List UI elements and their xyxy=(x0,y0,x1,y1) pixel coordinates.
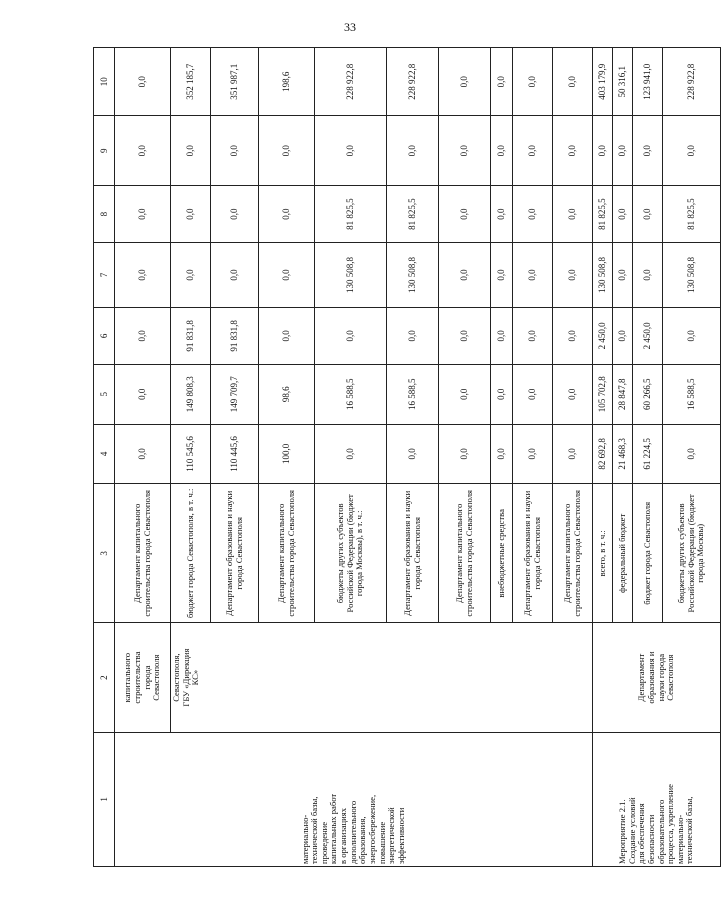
value-cell: 0,0 xyxy=(613,116,633,186)
page-number: 33 xyxy=(344,20,356,34)
value-cell: 149 709,7 xyxy=(211,364,259,424)
value-cell: 0,0 xyxy=(387,307,439,364)
value-cell: 0,0 xyxy=(553,116,593,186)
activity-description-cell-line: повышение xyxy=(376,821,387,864)
value-cell: 0,0 xyxy=(513,116,553,186)
activity-description-cell-line: образовательного xyxy=(655,799,666,864)
funding-source-cell: бюджеты других субъектов Российской Федерации (бюджет города Москвы) xyxy=(663,484,721,623)
value-cell: 0,0 xyxy=(211,116,259,186)
value-cell: 0,0 xyxy=(663,307,721,364)
value-cell: 0,0 xyxy=(171,243,211,308)
activity-description-cell-line: безопасности xyxy=(645,814,656,864)
column-header: 2 xyxy=(94,623,115,732)
executor-cell-line: Севастополя xyxy=(665,654,676,701)
executor-cell xyxy=(593,623,721,732)
rotated-table-container xyxy=(93,47,706,867)
funding-source-cell: Департамент образования и науки города Севастополя xyxy=(387,484,439,623)
table-row xyxy=(593,48,613,867)
value-cell: 82 692,8 xyxy=(593,424,613,484)
funding-source-cell: бюджеты других субъектов Российской Федерации (бюджет города Москвы), в т. ч.: xyxy=(315,484,387,623)
funding-source-cell: Департамент капитального строительства города Севастополя xyxy=(439,484,491,623)
column-header: 7 xyxy=(94,243,115,308)
value-cell: 0,0 xyxy=(491,48,513,116)
value-cell: 0,0 xyxy=(513,307,553,364)
value-cell: 105 702,8 xyxy=(593,364,613,424)
value-cell: 110 545,6 xyxy=(171,424,211,484)
value-cell: 0,0 xyxy=(491,243,513,308)
value-cell: 61 224,5 xyxy=(633,424,663,484)
executor-cell xyxy=(171,623,593,732)
value-cell: 228 922,8 xyxy=(663,48,721,116)
value-cell: 198,6 xyxy=(259,48,315,116)
value-cell: 0,0 xyxy=(439,186,491,243)
column-header: 4 xyxy=(94,424,115,484)
funding-source-cell: Департамент образования и науки города Севастополя xyxy=(211,484,259,623)
column-header: 10 xyxy=(94,48,115,116)
funding-source-cell: Департамент капитального строительства города Севастополя xyxy=(553,484,593,623)
budget-table xyxy=(93,47,721,867)
value-cell: 0,0 xyxy=(315,424,387,484)
value-cell: 110 445,6 xyxy=(211,424,259,484)
value-cell: 0,0 xyxy=(115,364,171,424)
value-cell: 0,0 xyxy=(259,243,315,308)
value-cell: 0,0 xyxy=(259,116,315,186)
activity-description-cell-line: эффективности xyxy=(395,807,406,864)
value-cell: 130 508,8 xyxy=(663,243,721,308)
value-cell: 0,0 xyxy=(491,186,513,243)
funding-source-cell: бюджет города Севастополя xyxy=(633,484,663,623)
value-cell: 0,0 xyxy=(553,307,593,364)
value-cell: 0,0 xyxy=(491,364,513,424)
value-cell: 0,0 xyxy=(439,307,491,364)
value-cell: 0,0 xyxy=(259,186,315,243)
funding-source-cell: федеральный бюджет xyxy=(613,484,633,623)
value-cell: 0,0 xyxy=(115,48,171,116)
value-cell: 100,0 xyxy=(259,424,315,484)
value-cell: 0,0 xyxy=(115,307,171,364)
executor-cell xyxy=(115,623,171,732)
value-cell: 0,0 xyxy=(211,186,259,243)
value-cell: 0,0 xyxy=(553,48,593,116)
activity-description-cell-line: для обеспечения xyxy=(636,803,647,864)
value-cell: 81 825,5 xyxy=(387,186,439,243)
executor-cell-line: Севастополя xyxy=(151,654,162,701)
value-cell: 0,0 xyxy=(613,243,633,308)
value-cell: 123 941,0 xyxy=(633,48,663,116)
group1-body xyxy=(115,48,593,867)
value-cell: 0,0 xyxy=(115,116,171,186)
value-cell: 0,0 xyxy=(439,364,491,424)
value-cell: 0,0 xyxy=(593,116,613,186)
activity-description-cell-line: проведение xyxy=(318,821,329,864)
activity-description-cell-line: материально- xyxy=(299,814,310,864)
value-cell: 91 831,8 xyxy=(171,307,211,364)
activity-description-cell-line: Создание условий xyxy=(626,797,637,864)
executor-cell-line: науки города xyxy=(655,653,666,702)
value-cell: 0,0 xyxy=(633,243,663,308)
value-cell: 0,0 xyxy=(439,116,491,186)
executor-cell-line: ГБУ «Дирекция xyxy=(180,648,191,707)
value-cell: 0,0 xyxy=(553,186,593,243)
value-cell: 81 825,5 xyxy=(593,186,613,243)
budget-table-frame xyxy=(93,47,706,867)
value-cell: 0,0 xyxy=(613,186,633,243)
executor-cell-line: города xyxy=(141,665,152,690)
value-cell: 0,0 xyxy=(315,307,387,364)
value-cell: 2 450,0 xyxy=(633,307,663,364)
value-cell: 81 825,5 xyxy=(315,186,387,243)
activity-description-cell-line: энергетической xyxy=(386,807,397,864)
activity-description-cell-line: дополнительного xyxy=(347,800,358,864)
funding-source-cell: Департамент образования и науки города Севастополя xyxy=(513,484,553,623)
executor-cell-line: образования и xyxy=(645,651,656,704)
value-cell: 0,0 xyxy=(513,186,553,243)
value-cell: 0,0 xyxy=(553,424,593,484)
value-cell: 28 847,8 xyxy=(613,364,633,424)
value-cell: 21 468,3 xyxy=(613,424,633,484)
funding-source-cell: Департамент капитального строительства города Севастополя xyxy=(115,484,171,623)
value-cell: 0,0 xyxy=(513,48,553,116)
column-header: 9 xyxy=(94,116,115,186)
value-cell: 0,0 xyxy=(513,243,553,308)
executor-cell-line: Севастополя, xyxy=(171,653,181,702)
activity-description-cell-line: материально- xyxy=(674,814,685,864)
activity-description-cell-line: в организациях xyxy=(338,808,349,864)
value-cell: 0,0 xyxy=(259,307,315,364)
value-cell: 0,0 xyxy=(439,243,491,308)
activity-description-cell xyxy=(115,732,593,866)
funding-source-cell: Департамент капитального строительства города Севастополя xyxy=(259,484,315,623)
funding-source-cell: всего, в т. ч.: xyxy=(593,484,613,623)
value-cell: 0,0 xyxy=(633,186,663,243)
value-cell: 0,0 xyxy=(613,307,633,364)
funding-source-cell: внебюджетные средства xyxy=(491,484,513,623)
value-cell: 0,0 xyxy=(491,116,513,186)
activity-description-cell xyxy=(593,732,721,866)
value-cell: 0,0 xyxy=(439,48,491,116)
value-cell: 403 179,9 xyxy=(593,48,613,116)
value-cell: 50 316,1 xyxy=(613,48,633,116)
value-cell: 0,0 xyxy=(553,364,593,424)
executor-cell-line: капитального xyxy=(122,652,133,703)
activity-description-cell-line: образования, xyxy=(357,816,368,864)
value-cell: 0,0 xyxy=(439,424,491,484)
activity-description-cell-line: капитальных работ xyxy=(328,793,339,864)
value-cell: 98,6 xyxy=(259,364,315,424)
value-cell: 228 922,8 xyxy=(315,48,387,116)
value-cell: 16 588,5 xyxy=(315,364,387,424)
value-cell: 130 508,8 xyxy=(593,243,613,308)
value-cell: 16 588,5 xyxy=(663,364,721,424)
activity-description-cell-line: Мероприятие 2.1. xyxy=(617,799,627,864)
executor-cell-line: строительства xyxy=(131,651,142,704)
value-cell: 130 508,8 xyxy=(387,243,439,308)
column-header: 3 xyxy=(94,484,115,623)
value-cell: 352 185,7 xyxy=(171,48,211,116)
activity-description-cell-line: энергосбережение, xyxy=(366,794,377,864)
value-cell: 228 922,8 xyxy=(387,48,439,116)
executor-cell-line: КС» xyxy=(190,669,201,686)
funding-source-cell: бюджет города Севастополя, в т. ч.: xyxy=(171,484,211,623)
column-header: 6 xyxy=(94,307,115,364)
column-header: 8 xyxy=(94,186,115,243)
header-row xyxy=(94,48,115,867)
value-cell: 81 825,5 xyxy=(663,186,721,243)
value-cell: 0,0 xyxy=(491,307,513,364)
value-cell: 0,0 xyxy=(315,116,387,186)
activity-description-cell-line: технической базы, xyxy=(309,796,320,864)
value-cell: 0,0 xyxy=(633,116,663,186)
value-cell: 0,0 xyxy=(211,243,259,308)
value-cell: 130 508,8 xyxy=(315,243,387,308)
value-cell: 91 831,8 xyxy=(211,307,259,364)
value-cell: 0,0 xyxy=(115,186,171,243)
group2-body xyxy=(593,48,721,867)
value-cell: 0,0 xyxy=(663,424,721,484)
value-cell: 0,0 xyxy=(663,116,721,186)
value-cell: 0,0 xyxy=(115,424,171,484)
executor-cell-line: Департамент xyxy=(636,653,647,702)
value-cell: 0,0 xyxy=(387,116,439,186)
value-cell: 60 266,5 xyxy=(633,364,663,424)
column-header: 1 xyxy=(94,732,115,866)
column-header: 5 xyxy=(94,364,115,424)
value-cell: 0,0 xyxy=(387,424,439,484)
value-cell: 2 450,0 xyxy=(593,307,613,364)
activity-description-cell-line: технической базы, xyxy=(684,796,695,864)
value-cell: 0,0 xyxy=(513,424,553,484)
value-cell: 0,0 xyxy=(115,243,171,308)
value-cell: 0,0 xyxy=(513,364,553,424)
value-cell: 0,0 xyxy=(553,243,593,308)
value-cell: 0,0 xyxy=(491,424,513,484)
activity-description-cell-line: процесса, укрепление xyxy=(665,784,676,864)
table-row xyxy=(115,48,171,867)
value-cell: 351 987,1 xyxy=(211,48,259,116)
value-cell: 149 808,3 xyxy=(171,364,211,424)
value-cell: 0,0 xyxy=(171,186,211,243)
value-cell: 16 588,5 xyxy=(387,364,439,424)
value-cell: 0,0 xyxy=(171,116,211,186)
